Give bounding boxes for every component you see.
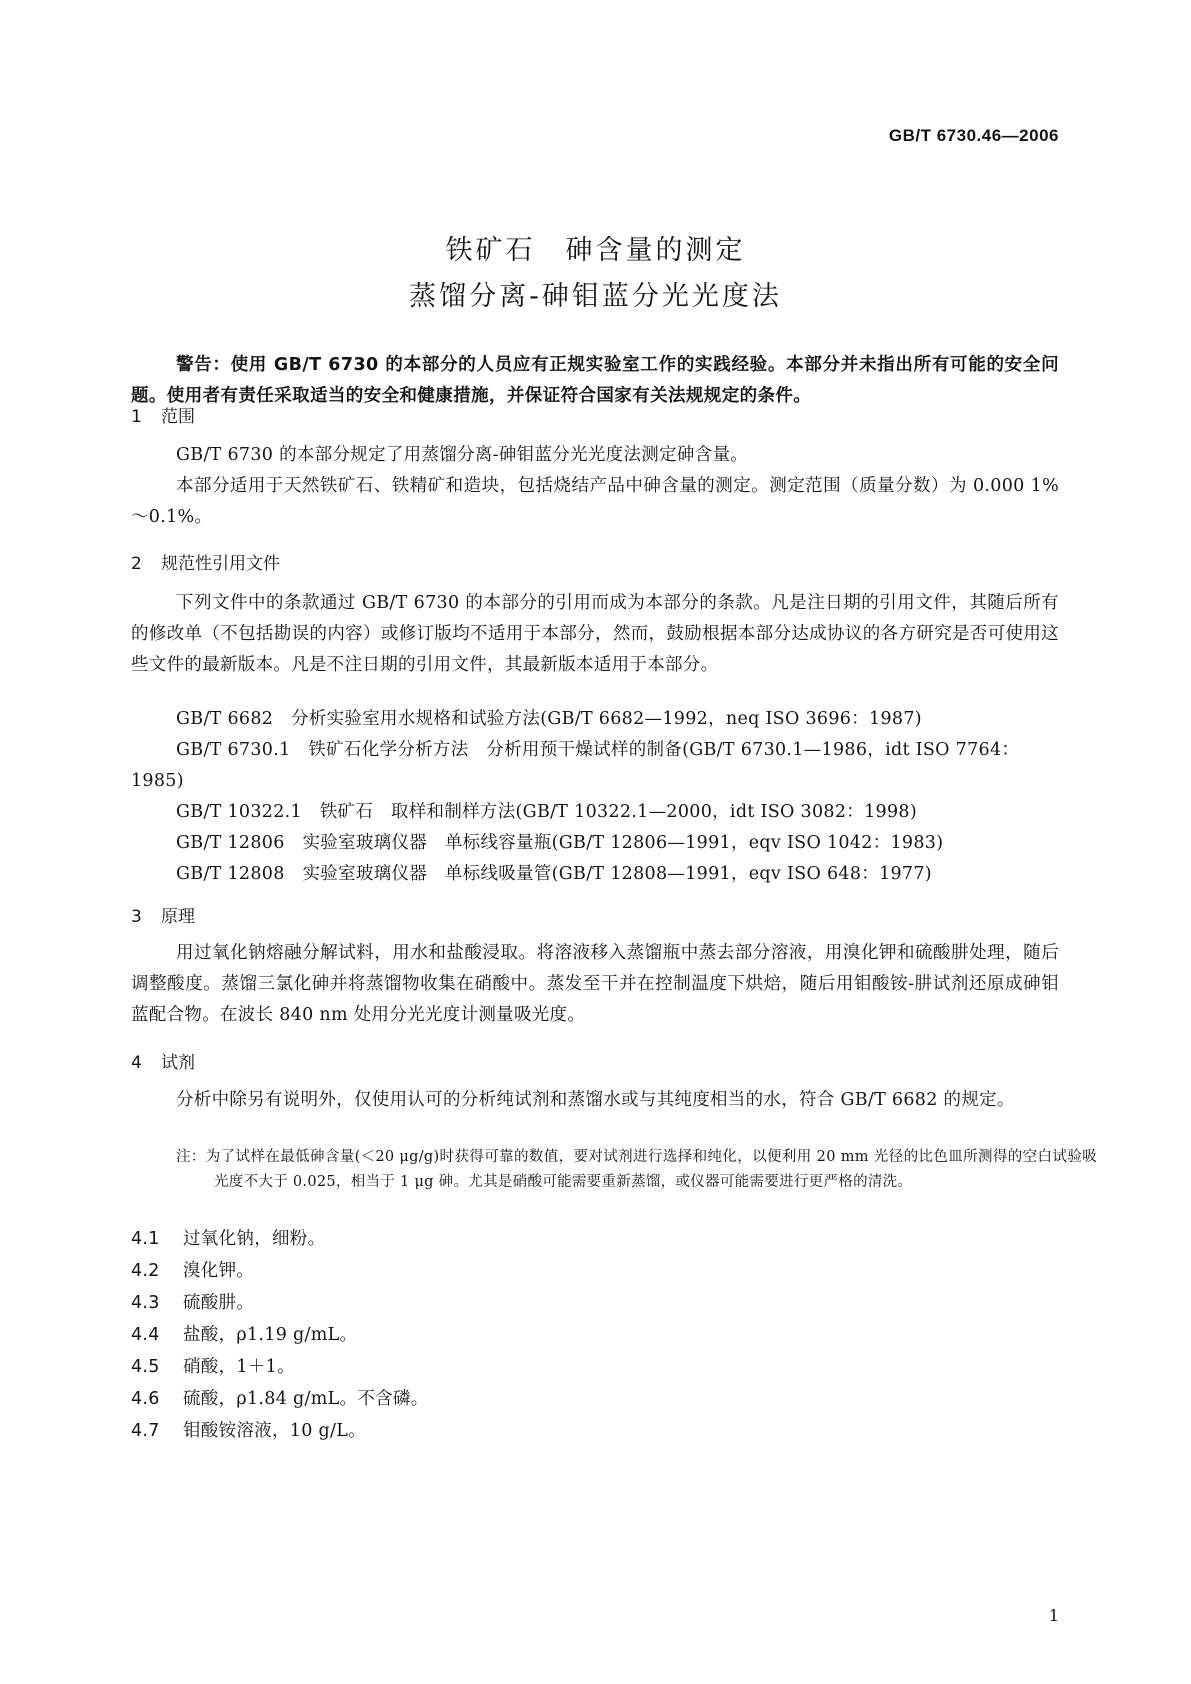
document-title-line1: 铁矿石 砷含量的测定 bbox=[445, 235, 746, 266]
reagents-note: 注：为了试样在最低砷含量(＜20 μg/g)时获得可靠的数值，要对试剂进行选择和纯化，以便利用 20 mm 光径的比色皿所测得的空白试验吸光度不大于 0.025，相当于 1 μg 砷。尤其是硝酸可能需要重新蒸馏，或仪器可能需要进行更严格的清洗。 bbox=[176, 1149, 1097, 1190]
reagent-text: 硫酸，ρ1.84 g/mL。不含磷。 bbox=[183, 1389, 429, 1409]
reagent-number: 4.2 bbox=[131, 1261, 160, 1281]
scope-paragraph-1: GB/T 6730 的本部分规定了用蒸馏分离-砷钼蓝分光光度法测定砷含量。 bbox=[176, 445, 749, 465]
reagent-text: 溴化钾。 bbox=[183, 1261, 255, 1281]
section-heading-principle bbox=[131, 902, 195, 927]
reagent-number: 4.6 bbox=[131, 1389, 160, 1409]
reagent-number: 4.5 bbox=[131, 1357, 160, 1377]
reference-item: GB/T 10322.1 铁矿石 取样和制样方法(GB/T 10322.1—2000，idt ISO 3082：1998) bbox=[176, 802, 917, 822]
reagent-text: 盐酸，ρ1.19 g/mL。 bbox=[183, 1325, 358, 1345]
section-heading-references bbox=[131, 549, 280, 574]
section-heading-reagents bbox=[131, 1048, 195, 1073]
reagent-item bbox=[131, 1417, 366, 1442]
principle-paragraph: 用过氧化钠熔融分解试料，用水和盐酸浸取。将溶液移入蒸馏瓶中蒸去部分溶液，用溴化钾和硫酸肼处理，随后调整酸度。蒸馏三氯化砷并将蒸馏物收集在硝酸中。蒸发至干并在控制温度下烘焙，随后用钼酸铵-肼试剂还原成砷钼蓝配合物。在波长 840 nm 处用分光光度计测量吸光度。 bbox=[131, 943, 1059, 1025]
reagent-text: 硝酸，1＋1。 bbox=[183, 1357, 295, 1377]
reagent-item bbox=[131, 1225, 325, 1250]
reagent-number: 4.7 bbox=[131, 1421, 160, 1441]
reference-item: GB/T 6730.1 铁矿石化学分析方法 分析用预干燥试样的制备(GB/T 6730.1—1986，idt ISO 7764：1985) bbox=[131, 740, 1020, 791]
section-number: 4 bbox=[131, 1053, 142, 1073]
section-heading-scope bbox=[131, 402, 195, 427]
reagent-number: 4.1 bbox=[131, 1229, 160, 1249]
reagent-text: 钼酸铵溶液，10 g/L。 bbox=[183, 1421, 366, 1441]
section-number: 2 bbox=[131, 554, 142, 574]
scope-paragraph-2: 本部分适用于天然铁矿石、铁精矿和造块，包括烧结产品中砷含量的测定。测定范围（质量分数）为 0.000 1%～0.1%。 bbox=[131, 476, 1059, 527]
document-title-line2: 蒸馏分离-砷钼蓝分光光度法 bbox=[409, 281, 782, 312]
reagent-text: 硫酸肼。 bbox=[183, 1293, 255, 1313]
reference-item: GB/T 12808 实验室玻璃仪器 单标线吸量管(GB/T 12808—1991，eqv ISO 648：1977) bbox=[176, 864, 932, 884]
safety-warning: 警告：使用 GB/T 6730 的本部分的人员应有正规实验室工作的实践经验。本部分并未指出所有可能的安全问题。使用者有责任采取适当的安全和健康措施，并保证符合国家有关法规规定的条件。 bbox=[131, 355, 1059, 406]
reagent-text: 过氧化钠，细粉。 bbox=[183, 1229, 326, 1249]
reagent-item bbox=[131, 1353, 295, 1378]
references-intro: 下列文件中的条款通过 GB/T 6730 的本部分的引用而成为本部分的条款。凡是注日期的引用文件，其随后所有的修改单（不包括勘误的内容）或修订版均不适用于本部分，然而，鼓励根据本部分达成协议的各方研究是否可使用这些文件的最新版本。凡是不注日期的引用文件，其最新版本适用于本部分。 bbox=[131, 593, 1059, 675]
reference-item: GB/T 6682 分析实验室用水规格和试验方法(GB/T 6682—1992，neq ISO 3696：1987) bbox=[176, 709, 922, 729]
reagent-item bbox=[131, 1321, 357, 1346]
reagent-number: 4.4 bbox=[131, 1325, 160, 1345]
reagent-item bbox=[131, 1385, 429, 1410]
section-number: 3 bbox=[131, 907, 142, 927]
reagent-number: 4.3 bbox=[131, 1293, 160, 1313]
section-title: 原理 bbox=[161, 907, 195, 927]
reagent-item bbox=[131, 1289, 254, 1314]
reference-item: GB/T 12806 实验室玻璃仪器 单标线容量瓶(GB/T 12806—1991，eqv ISO 1042：1983) bbox=[176, 833, 944, 853]
standard-code: GB/T 6730.46—2006 bbox=[888, 126, 1059, 145]
section-title: 规范性引用文件 bbox=[161, 554, 280, 574]
reagents-intro: 分析中除另有说明外，仅使用认可的分析纯试剂和蒸馏水或与其纯度相当的水，符合 GB/T 6682 的规定。 bbox=[176, 1090, 1015, 1110]
section-title: 试剂 bbox=[161, 1053, 195, 1073]
reagent-item bbox=[131, 1257, 254, 1282]
section-title: 范围 bbox=[161, 407, 195, 427]
section-number: 1 bbox=[131, 407, 142, 427]
page-number: 1 bbox=[1048, 1606, 1059, 1625]
